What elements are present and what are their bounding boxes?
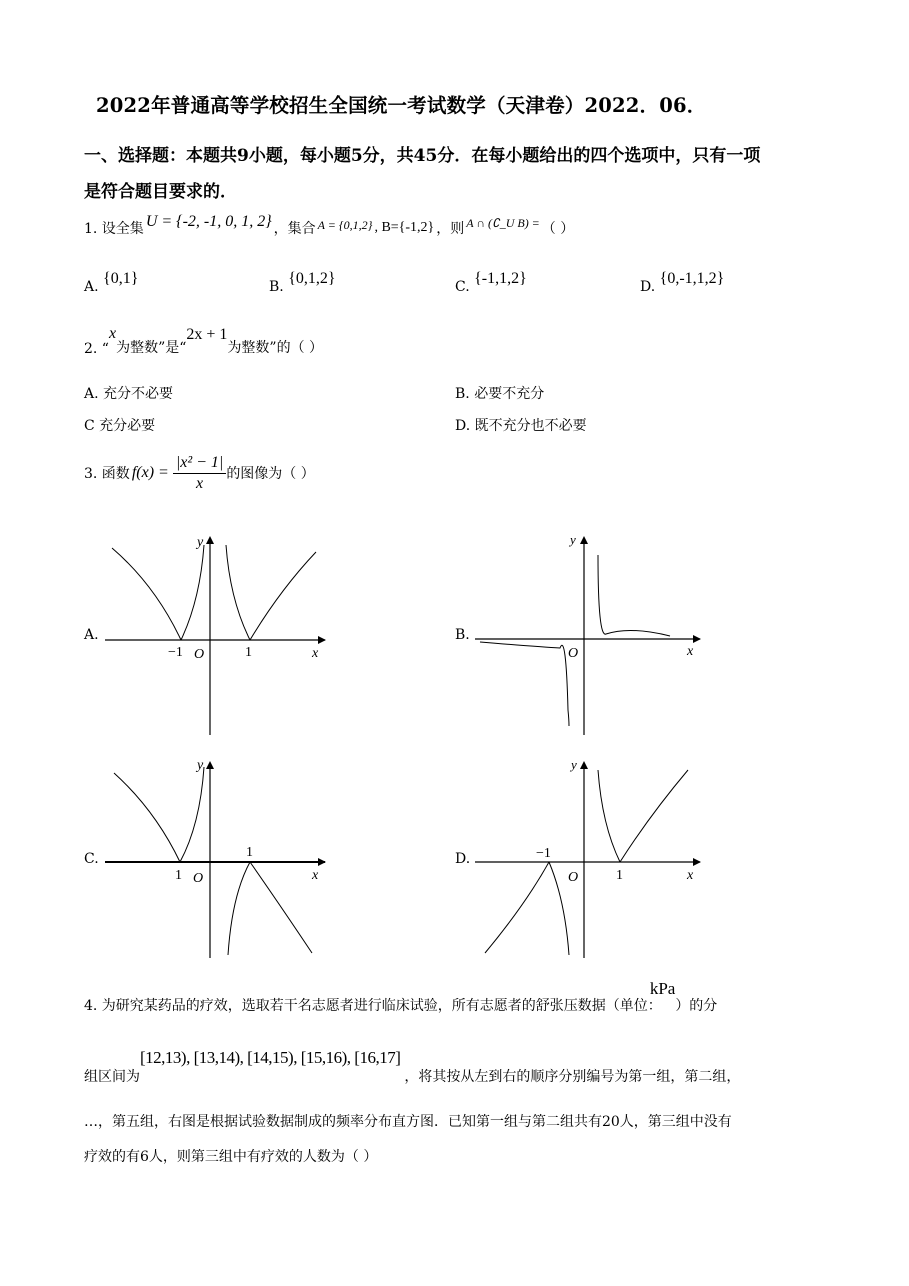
x-axis-arrow: [693, 635, 701, 643]
curve-right-inner: [598, 770, 620, 862]
x-axis-arrow: [318, 636, 326, 644]
option-label: B.: [455, 386, 470, 402]
q1-set-a: A = {0,1,2}: [317, 217, 373, 232]
option-text: 必要不充分: [474, 386, 545, 402]
q4-line1a: 4. 为研究某药品的疗效，选取若干名志愿者进行临床试验，所有志愿者的舒张压数据（单位：: [84, 998, 662, 1014]
y-axis-arrow: [580, 536, 588, 544]
graph-d-label: D.: [455, 851, 471, 867]
y-axis-arrow: [206, 761, 214, 769]
question-4-line1: [84, 975, 717, 1015]
graph-d: [470, 755, 710, 965]
option-value: {0,1,2}: [288, 270, 336, 287]
q3-suffix: 的图像为（ ）: [226, 466, 315, 482]
option-label: C.: [455, 279, 470, 295]
curve-left-outer: [112, 548, 181, 640]
q2-option-c: [84, 415, 155, 435]
q3-function: f(x) =: [131, 464, 169, 481]
x-axis-label: x: [687, 644, 694, 659]
graph-a-label: A.: [84, 627, 99, 643]
q3-prefix: 3. 函数: [84, 466, 130, 482]
y-axis-arrow: [206, 536, 214, 544]
tick-label-neg: 1: [175, 868, 182, 883]
option-label: A.: [84, 386, 99, 402]
question-2: [84, 327, 323, 357]
q2-option-d: [455, 415, 587, 435]
curve-right-outer: [250, 552, 316, 640]
option-label: C: [84, 418, 95, 434]
curve-left-inner: [180, 767, 204, 862]
section-heading-line1: 一、选择题：本题共9小题，每小题5分，共45分．在每小题给出的四个选项中，只有一项: [84, 146, 761, 166]
y-axis-arrow: [580, 761, 588, 769]
q1-option-b: [269, 270, 336, 295]
option-text: 既不充分也不必要: [474, 418, 587, 434]
option-value: {-1,1,2}: [474, 270, 527, 287]
tick-label-neg: −1: [168, 645, 183, 660]
y-axis-label: y: [570, 532, 576, 547]
y-axis-label: y: [571, 757, 577, 772]
curve-left: [480, 642, 568, 710]
curve-left-tail: [568, 710, 569, 726]
q4-unit: kPa: [649, 979, 676, 998]
q4-intervals: [12,13), [13,14), [14,15), [15,16), [16,17]: [140, 1048, 401, 1067]
curve-right-inner: [226, 545, 250, 640]
x-axis-arrow: [318, 858, 326, 866]
origin-label: O: [194, 647, 205, 662]
q2-prefix: 2. “: [84, 341, 109, 357]
option-value: {0,1}: [103, 270, 139, 287]
q1-universal-set: U = {-2, -1, 0, 1, 2}: [145, 213, 272, 230]
q1-paren: （ ）: [541, 221, 575, 237]
origin-label: O: [568, 646, 579, 661]
q4-line2a: 组区间为: [84, 1069, 140, 1085]
curve-left-outer: [114, 773, 180, 862]
graph-b-label: B.: [455, 627, 470, 643]
option-label: D.: [640, 279, 656, 295]
q3-numerator: |x² − 1|: [175, 453, 224, 471]
curve-left-inner: [549, 862, 569, 955]
q2-suffix: 为整数”的（ ）: [227, 340, 324, 356]
q4-line1b: ）的分: [675, 998, 718, 1014]
origin-label: O: [568, 870, 579, 885]
q1-option-c: [455, 270, 527, 295]
option-label: D.: [455, 418, 471, 434]
graph-a: [100, 530, 340, 740]
q1-option-a: [84, 270, 139, 295]
q3-denominator: x: [196, 474, 204, 492]
curve-right-outer: [620, 770, 688, 862]
curve-right-inner: [228, 862, 250, 955]
y-axis-label: y: [197, 535, 204, 550]
question-3: [84, 447, 315, 499]
option-text: 充分不必要: [103, 386, 174, 402]
curve-left-inner: [181, 545, 204, 640]
graph-b: [470, 530, 710, 740]
q4-line2b: ，将其按从左到右的顺序分别编号为第一组，第二组，: [404, 1069, 741, 1085]
option-label: A.: [84, 279, 99, 295]
tick-label-pos: 1: [245, 645, 252, 660]
graph-c-label: C.: [84, 851, 99, 867]
q1-expression: A ∩ (∁_U B) =: [466, 215, 540, 230]
q2-var: x: [108, 325, 117, 342]
question-1: [84, 213, 574, 243]
x-axis-label: x: [687, 868, 694, 883]
x-axis-label: x: [312, 868, 319, 883]
question-4-line4: 疗效的有6人，则第三组中有疗效的人数为（ ）: [84, 1149, 378, 1165]
q1-set-b: , B={-1,2}: [374, 220, 435, 235]
q2-option-b: [455, 383, 544, 403]
curve-left-outer: [485, 862, 549, 953]
tick-label-pos: 1: [616, 868, 623, 883]
graph-c: [100, 755, 340, 965]
q1-option-d: [640, 270, 725, 295]
x-axis-arrow: [693, 858, 701, 866]
q1-mid2: ，则: [436, 221, 465, 237]
question-4-line2: [84, 1040, 740, 1086]
question-4-line3: …，第五组，右图是根据试验数据制成的频率分布直方图．已知第一组与第二组共有20人，第三组中没有: [84, 1114, 732, 1130]
option-value: {0,-1,1,2}: [659, 270, 725, 287]
y-axis-label: y: [197, 758, 204, 773]
q2-option-a: [84, 383, 173, 403]
section-heading-line2: 是符合题目要求的．: [84, 182, 237, 202]
curve-right-outer: [250, 862, 312, 953]
q1-prefix: 1. 设全集: [84, 221, 144, 237]
q3-fraction: [173, 454, 227, 493]
q2-mid: 为整数”是“: [116, 340, 187, 356]
q2-expression: 2x + 1: [186, 326, 228, 343]
tick-label-pos: 1: [246, 845, 253, 860]
tick-label-neg: −1: [536, 846, 551, 861]
curve-right: [598, 555, 670, 636]
page-title: 2022年普通高等学校招生全国统一考试数学（天津卷）2022．06．: [96, 94, 707, 117]
origin-label: O: [193, 871, 204, 886]
option-label: B.: [269, 279, 284, 295]
x-axis-label: x: [312, 646, 319, 661]
q1-mid1: ，集合: [273, 221, 316, 237]
option-text: 充分必要: [99, 418, 156, 434]
